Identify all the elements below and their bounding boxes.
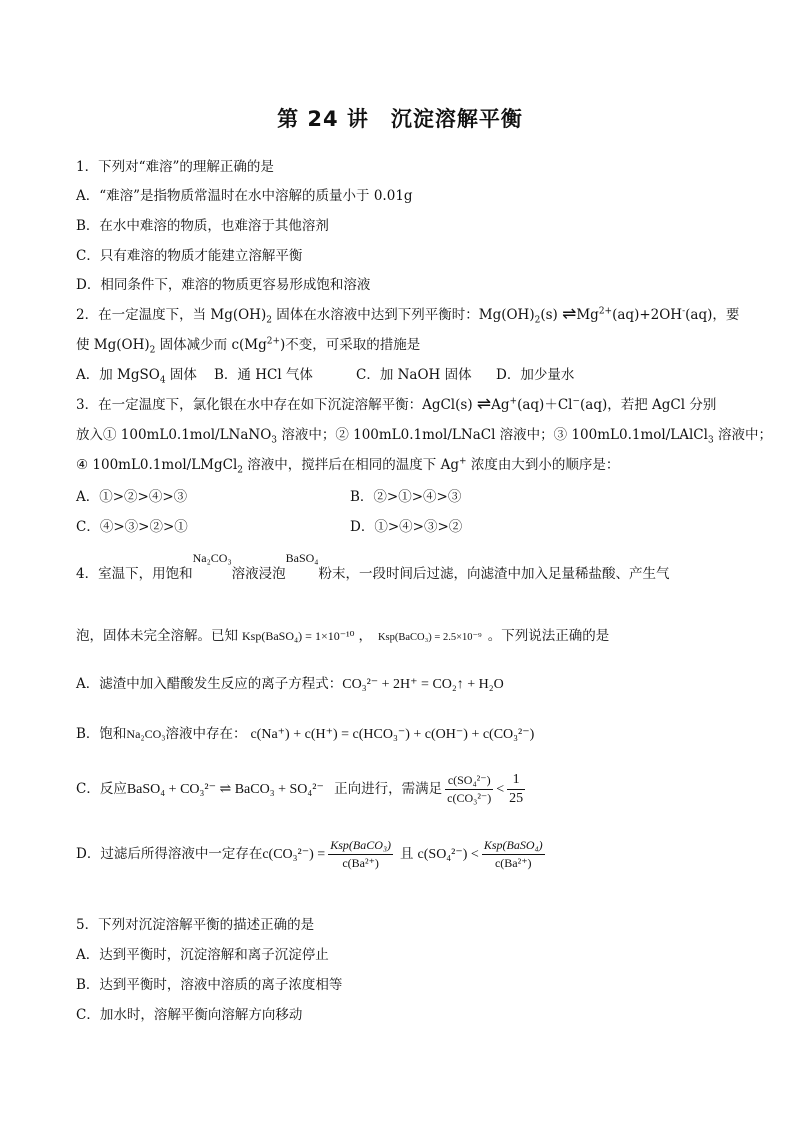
- q2-option-d: D．加少量水: [496, 367, 575, 383]
- equilibrium-arrow: ⇌: [476, 394, 492, 413]
- one-over-25: $\frac{1}{25}$: [509, 772, 524, 806]
- equation-c: BaSO₄ + CO₃²⁻ ⇌ BaCO₃ + SO₄²⁻: [126, 782, 324, 797]
- q3-option-a: A．①>②>④>③: [76, 489, 188, 505]
- q2-option-c: C．加 NaOH 固体: [356, 367, 472, 383]
- q2-option-a: A．加 MgSO$_4$ 固体: [76, 367, 197, 386]
- ksp-baso4: Ksp(BaSO₄) = 1×10⁻¹⁰: [242, 629, 355, 643]
- q4-stem-line2: 泡，固体未完全溶解。已知 Ksp(BaSO₄) = 1×10⁻¹⁰ ， Ksp(BaCO₃) = 2.5×10⁻⁹ 。下列说法正确的是: [76, 628, 610, 644]
- equation-a: CO₃²⁻ + 2H⁺ = CO₂↑ + H₂O: [342, 677, 504, 692]
- q3-stem-line2: 放入① 100mL0.1mol/LNaNO$_3$ 溶液中；② 100mL0.1mol/LNaCl 溶液中；③ 100mL0.1mol/LAlCl$_3$ 溶液中；: [76, 427, 772, 446]
- formula-na2co3: Na₂CO₃: [192, 551, 232, 565]
- ksp-baco3-fraction: $\frac{\text{Ksp(BaCO₃)}}{\text{c(Ba²⁺)}}$: [330, 838, 392, 870]
- q2-stem-line1: 2．在一定温度下，当 $Mg(OH)_2$ 固体在水溶液中达到下列平衡时：$Mg(OH)_2(s)$ $\rightleftharpoons Mg^{2+}(aq)+2OH^-(aq)$，要: [76, 304, 740, 326]
- q2-stem-line2: 使 $Mg(OH)_2$ 固体减少而 $c(Mg^{2+})$不变，可采取的措施是: [76, 336, 421, 356]
- q5-option-a: A．达到平衡时，沉淀溶解和离子沉淀停止: [76, 947, 329, 963]
- q2-options: [76, 363, 575, 386]
- q5-option-c: C．加水时，溶解平衡向溶解方向移动: [76, 1007, 303, 1023]
- q3-option-d: D．①>④>③>②: [350, 519, 463, 535]
- q1-stem: 1．下列对“难溶”的理解正确的是: [76, 159, 274, 175]
- q1-option-d: D．相同条件下，难溶的物质更容易形成饱和溶液: [76, 277, 371, 293]
- q2-option-b: B．通 HCl 气体: [214, 367, 313, 383]
- q1-option-a: A．“难溶”是指物质常温时在水中溶解的质量小于 0.01g: [76, 188, 413, 204]
- q3-option-b: B．②>①>④>③: [350, 489, 462, 505]
- q4-stem-line1: 4．室温下，用饱和Na₂CO₃溶液浸泡BaSO₄粉末，一段时间后过滤，向滤渣中加入足量稀盐酸、产生气: [76, 551, 670, 582]
- equation-b: c(Na⁺) + c(H⁺) = c(HCO₃⁻) + c(OH⁻) + c(CO₃²⁻): [250, 727, 535, 742]
- q4-option-c: C．反应BaSO₄ + CO₃²⁻ ⇌ BaCO₃ + SO₄²⁻ 正向进行，需满足 $\frac{\text{c(SO₄²⁻)}}{\text{c(CO₃²⁻)}}$ < $\frac{1}{25}$: [76, 772, 524, 806]
- ksp-baco3: Ksp(BaCO₃) = 2.5×10⁻⁹: [377, 632, 482, 643]
- q3-stem-line3: ④ 100mL0.1mol/LMgCl$_2$ 溶液中，搅拌后在相同的温度下 Ag+ 浓度由大到小的顺序是：: [76, 456, 620, 476]
- q3-stem-line1: 3．在一定温度下，氯化银在水中存在如下沉淀溶解平衡：AgCl(s) ⇌Ag+(aq)＋Cl−(aq)，若把 AgCl 分别: [76, 394, 717, 413]
- q4-option-b: B．饱和Na₂CO₃溶液中存在： c(Na⁺) + c(H⁺) = c(HCO₃⁻) + c(OH⁻) + c(CO₃²⁻): [76, 726, 535, 742]
- q5-option-b: B．达到平衡时，溶液中溶质的离子浓度相等: [76, 977, 343, 993]
- q4-option-a: A．滤渣中加入醋酸发生反应的离子方程式：CO₃²⁻ + 2H⁺ = CO₂↑ + H₂O: [76, 676, 504, 692]
- equilibrium-arrow: ⇌: [562, 304, 577, 323]
- q1-option-b: B．在水中难溶的物质，也难溶于其他溶剂: [76, 218, 329, 234]
- formula-baso4: BaSO₄: [285, 551, 319, 565]
- q4-option-d: D．过滤后所得溶液中一定存在c(CO₃²⁻) = $\frac{\text{Ksp(BaCO₃)}}{\text{c(Ba²⁺)}}$ 且 c(SO₄²⁻) < $\frac{\text{Ksp(BaSO₄)}}{\text{c(Ba²⁺)}}$: [76, 838, 543, 870]
- ksp-baso4-fraction: $\frac{\text{Ksp(BaSO₄)}}{\text{c(Ba²⁺)}}$: [483, 838, 543, 870]
- page-title: 第 24 讲 沉淀溶解平衡: [277, 107, 523, 131]
- ratio-fraction: $\frac{\text{c(SO₄²⁻)}}{\text{c(CO₃²⁻)}}$: [447, 773, 492, 805]
- q3-option-c: C．④>③>②>①: [76, 519, 188, 535]
- q1-option-c: C．只有难溶的物质才能建立溶解平衡: [76, 248, 303, 264]
- q5-stem: 5．下列对沉淀溶解平衡的描述正确的是: [76, 917, 315, 933]
